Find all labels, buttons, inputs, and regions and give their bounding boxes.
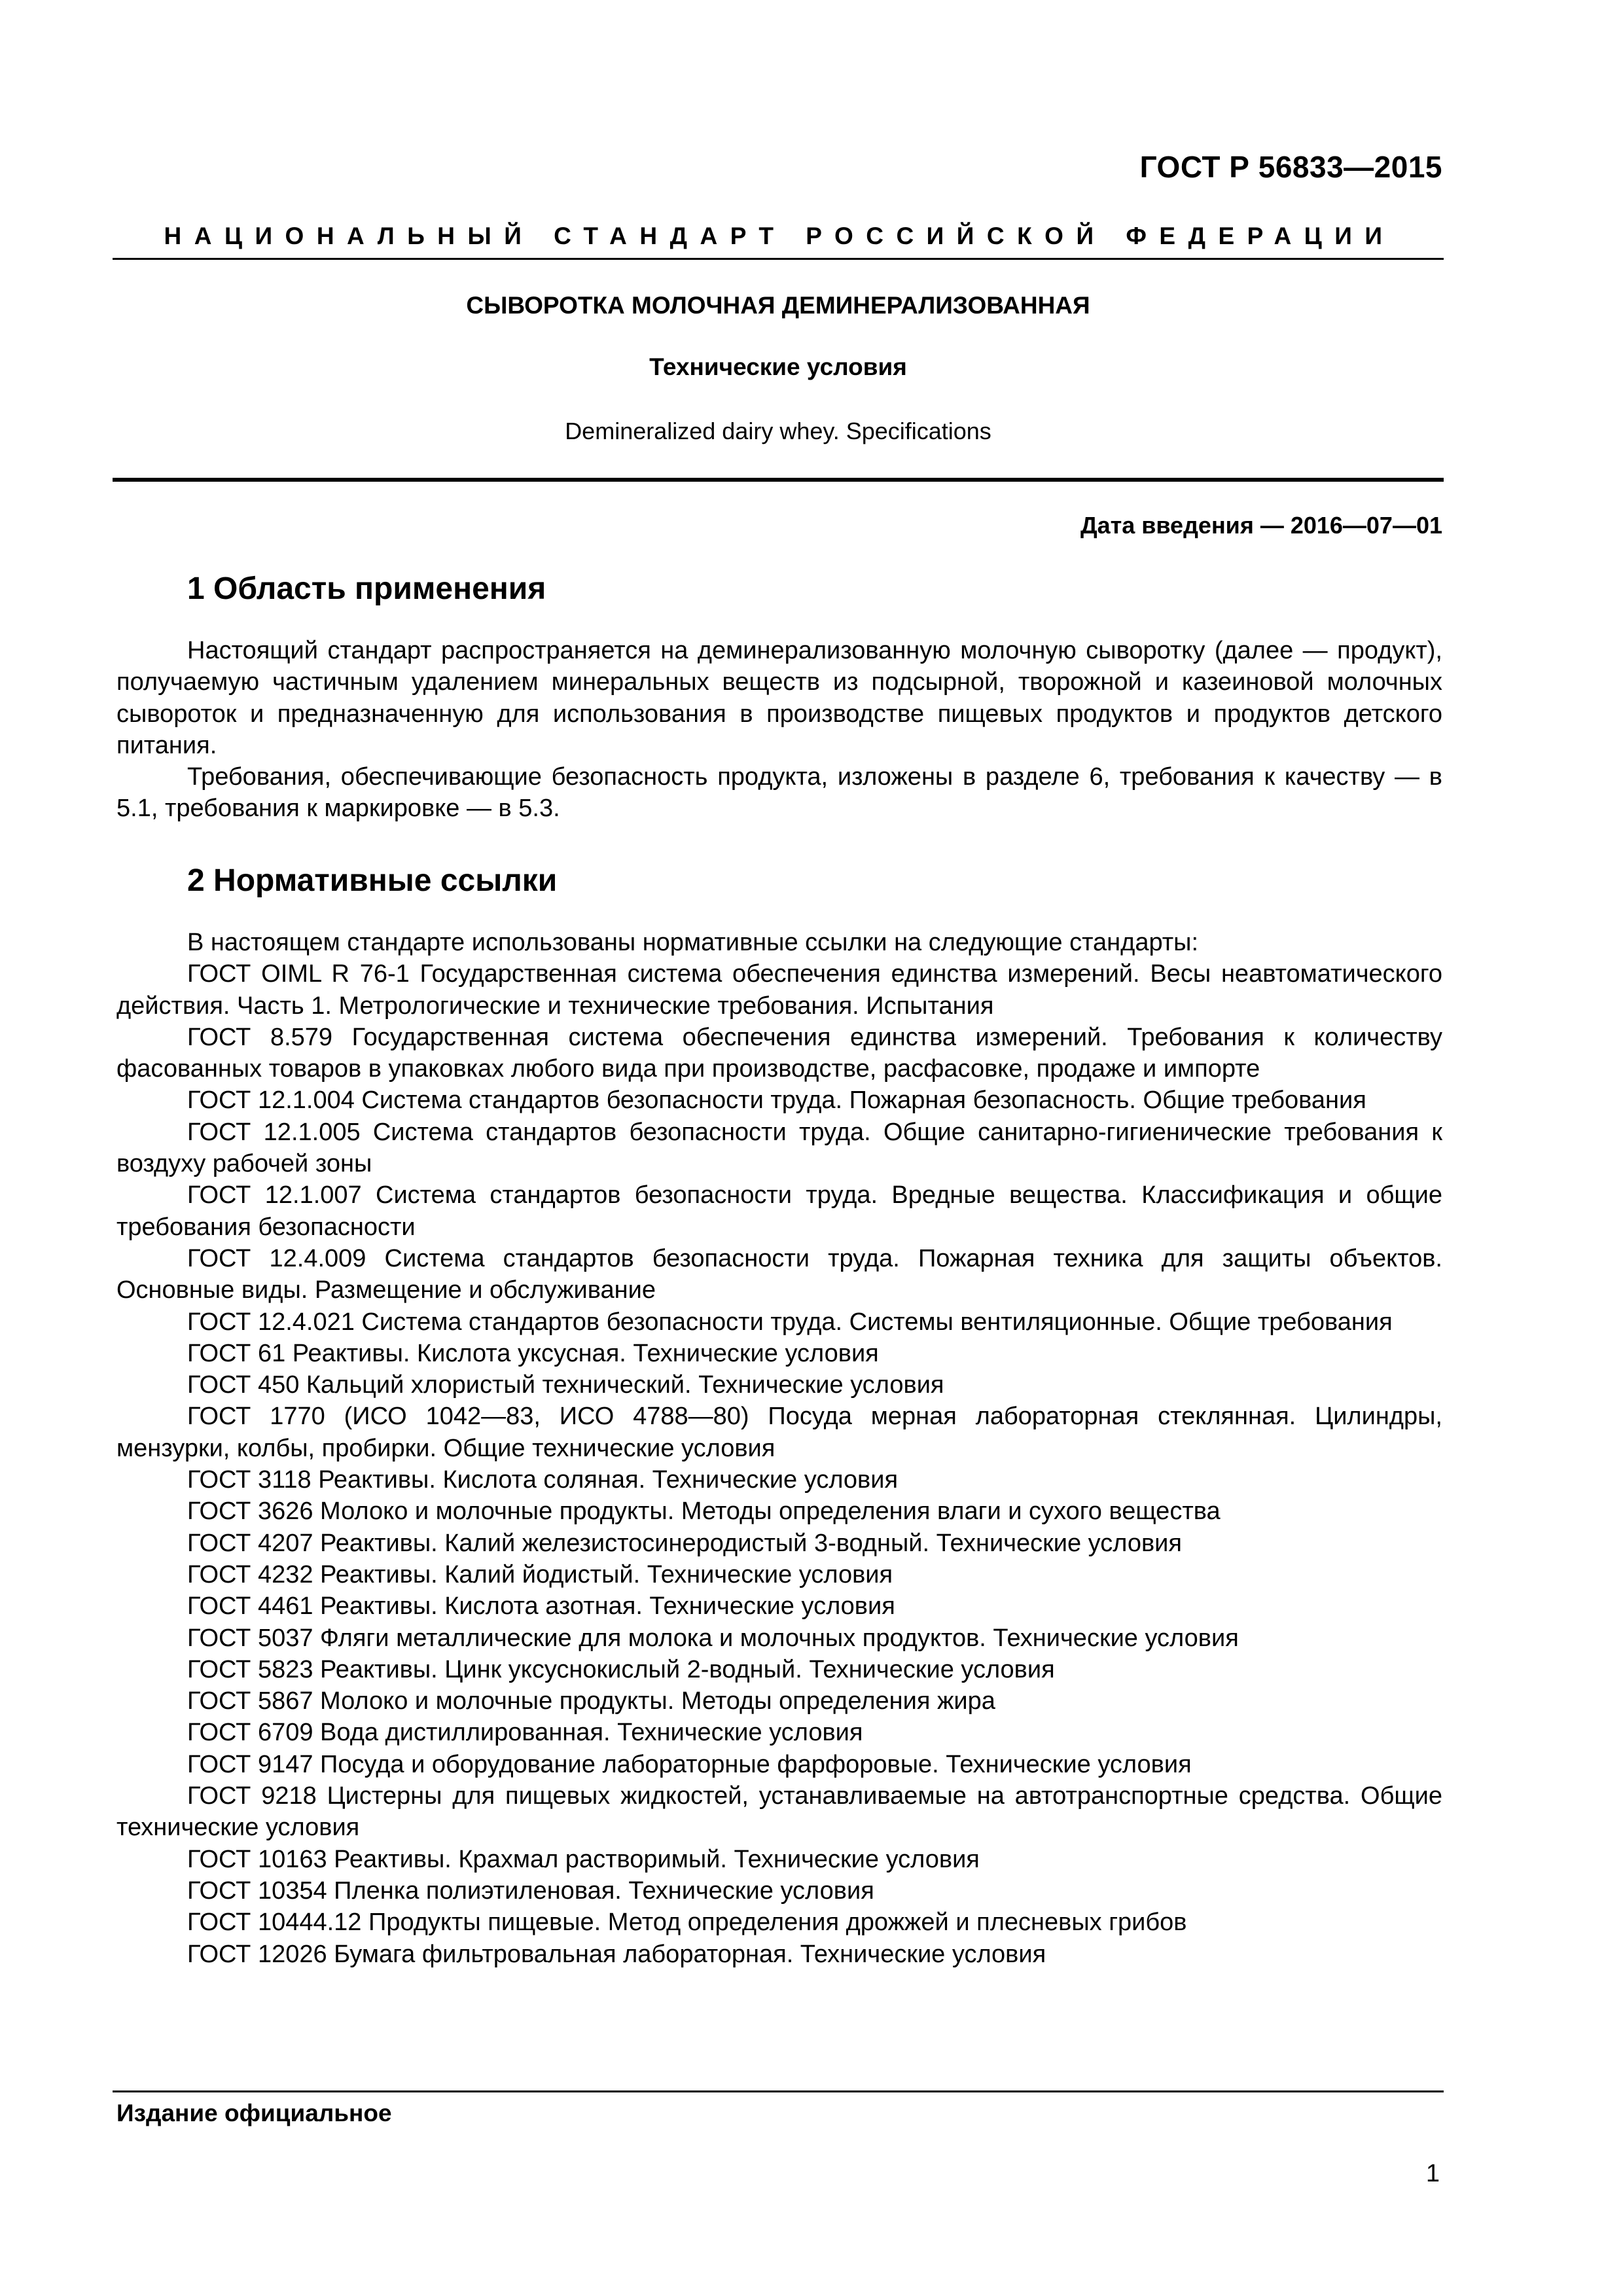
reference-item: ГОСТ OIML R 76-1 Государственная система обеспечения единства измерений. Весы неавтоматического действия. Часть 1. Метрологические и технические требования. Испытания	[116, 960, 1442, 1020]
national-standard-caption: НАЦИОНАЛЬНЫЙ СТАНДАРТ РОССИЙСКОЙ ФЕДЕРАЦИИ	[164, 223, 1395, 249]
section-1-heading: 1 Область применения	[187, 571, 546, 606]
reference-item: ГОСТ 10444.12 Продукты пищевые. Метод определения дрожжей и плесневых грибов	[187, 1909, 1187, 1937]
reference-item: ГОСТ 8.579 Государственная система обеспечения единства измерений. Требования к количеству фасованных товаров в упаковках любого вида при производстве, расфасовке, продаже и импорте	[116, 1023, 1442, 1083]
reference-item: ГОСТ 6709 Вода дистиллированная. Технические условия	[187, 1719, 863, 1747]
reference-item: ГОСТ 4461 Реактивы. Кислота азотная. Технические условия	[187, 1592, 895, 1621]
reference-item: ГОСТ 5037 Фляги металлические для молока и молочных продуктов. Технические условия	[187, 1624, 1239, 1652]
reference-item: ГОСТ 9147 Посуда и оборудование лабораторные фарфоровые. Технические условия	[187, 1750, 1192, 1778]
paragraph: Настоящий стандарт распространяется на деминерализованную молочную сыворотку (далее — продукт), получаемую частичным удалением минеральных веществ из подсырной, творожной и казеиновой молочных сывороток и предназначенную для использования в производстве пищевых продуктов и продуктов детского питания.	[116, 637, 1442, 759]
document-title: СЫВОРОТКА МОЛОЧНАЯ ДЕМИНЕРАЛИЗОВАННАЯ	[466, 292, 1090, 319]
reference-item: ГОСТ 1770 (ИСО 1042—83, ИСО 4788—80) Посуда мерная лабораторная стеклянная. Цилиндры, мензурки, колбы, пробирки. Общие технические условия	[116, 1403, 1442, 1462]
reference-item: ГОСТ 4207 Реактивы. Калий железистосинеродистый 3-водный. Технические условия	[187, 1529, 1182, 1557]
reference-item: ГОСТ 9218 Цистерны для пищевых жидкостей, устанавливаемые на автотранспортные средства. Общие технические условия	[116, 1782, 1442, 1842]
introduction-date: Дата введения — 2016—07—01	[1080, 512, 1442, 539]
reference-item: ГОСТ 10163 Реактивы. Крахмал растворимый. Технические условия	[187, 1845, 980, 1873]
english-title: Demineralized dairy whey. Specifications	[565, 418, 991, 444]
reference-item: ГОСТ 12.1.004 Система стандартов безопасности труда. Пожарная безопасность. Общие требования	[187, 1086, 1366, 1115]
page-number: 1	[1425, 2160, 1440, 2187]
reference-item: ГОСТ 3626 Молоко и молочные продукты. Методы определения влаги и сухого вещества	[187, 1498, 1221, 1526]
paragraph: В настоящем стандарте использованы нормативные ссылки на следующие стандарты:	[187, 929, 1199, 956]
section-2-heading: 2 Нормативные ссылки	[187, 863, 558, 898]
edition-label: Издание официальное	[116, 2100, 392, 2126]
title-rule	[113, 478, 1444, 482]
document-subtitle: Технические условия	[649, 353, 907, 380]
reference-item: ГОСТ 10354 Пленка полиэтиленовая. Технические условия	[187, 1876, 874, 1905]
reference-item: ГОСТ 5867 Молоко и молочные продукты. Методы определения жира	[187, 1687, 995, 1715]
reference-item: ГОСТ 3118 Реактивы. Кислота соляная. Технические условия	[187, 1466, 899, 1494]
reference-item: ГОСТ 12.4.021 Система стандартов безопасности труда. Системы вентиляционные. Общие требования	[187, 1308, 1393, 1336]
reference-item: ГОСТ 61 Реактивы. Кислота уксусная. Технические условия	[187, 1339, 879, 1367]
reference-item: ГОСТ 12.1.007 Система стандартов безопасности труда. Вредные вещества. Классификация и общие требования безопасности	[116, 1181, 1442, 1241]
reference-item: ГОСТ 5823 Реактивы. Цинк уксуснокислый 2-водный. Технические условия	[187, 1655, 1055, 1683]
section-1-body	[116, 635, 1442, 825]
paragraph: Требования, обеспечивающие безопасность продукта, изложены в разделе 6, требования к качеству — в 5.1, требования к маркировке — в 5.3.	[116, 763, 1442, 823]
reference-item: ГОСТ 4232 Реактивы. Калий йодистый. Технические условия	[187, 1560, 893, 1588]
reference-item: ГОСТ 12.4.009 Система стандартов безопасности труда. Пожарная техника для защиты объектов. Основные виды. Размещение и обслуживание	[116, 1244, 1442, 1304]
footer-rule	[113, 2090, 1444, 2092]
header-rule	[113, 258, 1444, 260]
reference-item: ГОСТ 12.1.005 Система стандартов безопасности труда. Общие санитарно-гигиенические требования к воздуху рабочей зоны	[116, 1118, 1442, 1178]
reference-item: ГОСТ 12026 Бумага фильтровальная лабораторная. Технические условия	[187, 1940, 1046, 1968]
section-2-body	[116, 927, 1442, 1970]
document-number: ГОСТ Р 56833—2015	[1139, 150, 1442, 184]
reference-item: ГОСТ 450 Кальций хлористый технический. Технические условия	[187, 1371, 944, 1399]
